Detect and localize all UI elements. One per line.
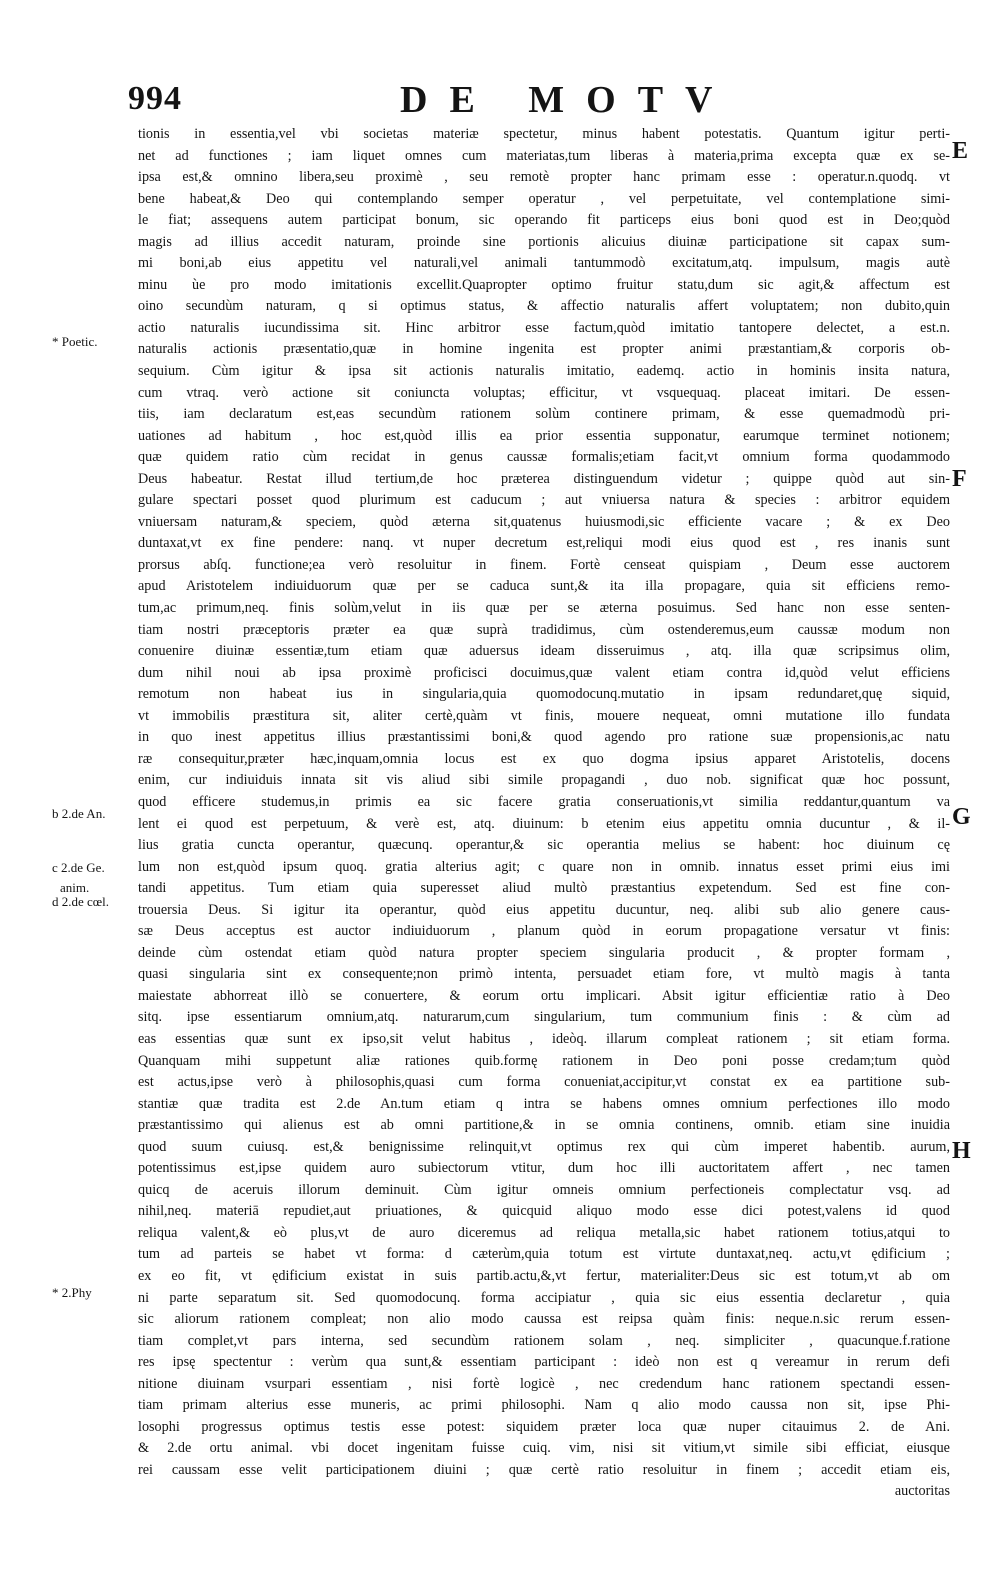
page-number: 994	[128, 80, 182, 117]
text-line: ex eo fit, vt ędificium existat in suis partib.actu,&,vt fertur, materialiter:Deus sic est totum,vt ab om	[138, 1267, 950, 1284]
text-line: in quo inest appetitus illius præstantissimi boni,& quod agendo pro ratione suæ propensionis,ac natu	[138, 729, 950, 746]
text-line: ræ consequitur,præter hæc,inquam,omnia locus est ex quo dogma ipsius apparet Aristotelis, docens	[138, 750, 950, 767]
text-line: sæ Deus acceptus est auctor indiuiduorum , planum quòd in eorum propagatione versatur vt finis:	[138, 923, 950, 940]
text-line: tiam primam alterius esse muneris, ac primi philosophi. Nam q alio modo caussa non sit, ipse Phi-	[138, 1397, 950, 1414]
section-letter-e: E	[952, 138, 969, 164]
text-line: enim, cur indiuiduis innata sit vis aliud sibi simile propagandi , duo nob. significat quæ hoc possunt,	[138, 772, 950, 789]
text-line: stantiæ quæ tradita est 2.de An.tum etiam q intra se habens omnes omnium perfectiones illo modo	[138, 1095, 950, 1112]
text-line: mi boni,ab eius appetitu vel naturali,vel animali tantummodò excitatum,atq. impulsum, magis autè	[138, 255, 950, 272]
text-line: quod efficere studemus,in primis ea sic facere gratia conseruationis,vt similia reddantur,quantum va	[138, 793, 950, 810]
text-line: nitione diuinam vsurpari essentiam , nisi fortè logicè , nec credendum hanc rationem spectandi essen-	[138, 1375, 950, 1392]
text-line: bene habeat,& Deo qui contemplando semper operatur , vel perpetuitate, vel contemplatione simi-	[138, 190, 950, 207]
marginal-note-de-generatione-cont: anim.	[60, 880, 90, 895]
text-line: est actus,ipse verò à philosophis,quasi cum forma conueniat,accipitur,vt constat ex ea partitione sub-	[138, 1074, 950, 1091]
text-line: ni parte separatum sit. Sed quomodocunq. forma accipiatur , quia sic eius essentia declaretur , quia	[138, 1289, 950, 1306]
text-line: dum nihil noui ab ipsa proximè proficisci docuimus,quæ valent etiam contra id,quòd velut efficiens	[138, 664, 950, 681]
text-line: oino secundùm naturam, q si optimus status, & affectio naturalis affert voluptatem; non dubito,quin	[138, 298, 950, 315]
text-line: le fiat; assequens autem participat bonum, sic operando fit particeps eius boni quod est in Deo;quòd	[138, 212, 950, 229]
marginal-note-physica: * 2.Phy	[52, 1285, 92, 1300]
marginal-note-de-caelo: d 2.de cœl.	[52, 894, 110, 909]
text-line: vniuersam naturam,& speciem, quòd æterna sit,quatenus huiusmodi,sic efficiente vacare ; & ex Deo	[138, 513, 950, 530]
text-line: nihil,neq. materiā repudiet,aut priuationes, & quicquid aliquo modo esse dici potest,valens id quod	[138, 1203, 950, 1220]
text-line: magis ad illius accedit naturam, proinde sine portionis alicuius diuinæ participatione sit capax sum-	[138, 233, 950, 250]
text-line: remotum non habeat ius in singularia,quia quomodocunq.mutatio in ipsam redundaret,quę siquid,	[138, 686, 950, 703]
marginal-note-de-anima: b 2.de An.	[52, 806, 106, 821]
text-line: rei caussam esse velit participationem diuini ; quæ certè ratio resoluitur in finem ; accedit etiam eis,	[138, 1461, 950, 1478]
text-line: vt immobilis præstitura sit, aliter certè,quàm vt finis, mouere nequeat, omni mutatione illo fundata	[138, 707, 950, 724]
text-line: sitq. ipse essentiarum omnium,atq. naturarum,cum singularium, tum communium finis : & cùm ad	[138, 1009, 950, 1026]
text-line: tiam nostri præceptoris præter ea quæ suprà tradidimus, cùm ostenderemus,eum caussæ modum non	[138, 621, 950, 638]
text-line: maiestate abhorreat illò se conuertere, & eorum ortu implicari. Absit igitur efficientiæ ratio à Deo	[138, 987, 950, 1004]
text-line: tionis in essentia,vel vbi societas materiæ spectetur, minus habent potestatis. Quantum igitur perti-	[138, 126, 950, 142]
text-line: tandi appetitus. Tum etiam quia superesset aliud multò præstantius expetendum. Sed est fine con-	[138, 880, 950, 897]
text-line: Quanquam mihi suppetunt aliæ rationes quib.formę rationem in Deo poni posse credam;tum quòd	[138, 1052, 950, 1069]
text-line: eas essentias quæ sunt ex ipso,sit velut habitus , ideòq. illarum compleat rationem ; sit etiam forma.	[138, 1030, 950, 1047]
text-line: prorsus abſq. functione;ea verò resoluitur in finem. Fortè censeat quispiam , Deum esse auctorem	[138, 556, 950, 573]
text-line: quod suum cuiusq. est,& benignissime relinquit,vt optimus rex qui cùm imperet habentib. aurum,	[138, 1138, 950, 1155]
text-line: actio naturalis iucundissima sit. Hinc arbitror esse factum,quòd imitatio tantopere delectet, a est.n.	[138, 319, 950, 336]
text-line: uationes ad habitum , hoc est,quòd illis ea prior essentia supponatur, earumque terminet notionem;	[138, 427, 950, 444]
text-line: reliqua valent,& eò plus,vt de auro diceremus ad reliqua metalla,sic habet rationem totius,atqui to	[138, 1224, 950, 1241]
text-line: cum vtraq. verò actione sit coniuncta voluptas; efficitur, vt vsquequaq. placeat imitari. De essen-	[138, 384, 950, 401]
section-letter-h: H	[952, 1138, 971, 1164]
text-line: lum non est,quòd ipsum quoq. gratia alterius agit; c quare non in omnib. innatus esset primi eius imi	[138, 858, 950, 875]
text-line: deinde cùm ostendat etiam quòd natura propter speciem singularia producit , & propter formam ,	[138, 944, 950, 961]
text-line: præstantissimo qui alienus est ab omni partitione,& in se omnia continens, omnib. etiam sine inuidia	[138, 1117, 950, 1134]
marginal-note-poetic: * Poetic.	[52, 334, 98, 349]
text-line: minu ùe pro modo imitationis excellit.Quapropter optimo fruitur statu,dum sic agit,& affectum est	[138, 276, 950, 293]
text-line: losophi progressus optimus testis esse potest: siquidem præter loca quæ nuper citauimus 2. de Ani.	[138, 1418, 950, 1435]
text-line: quasi singularia sint ex consequente;non primò intenta, persuadet etiam fore, vt multò magis à tanta	[138, 966, 950, 983]
text-line: conuenire diuinæ essentiæ,tum etiam quæ aduersus ideam disseruimus , atq. illa quæ scripsimus olim,	[138, 643, 950, 660]
running-head: DE MOTV	[400, 79, 735, 121]
text-line: gulare spectari posset quod plurimum est caducum ; aut vniuersa natura & species : arbitror equidem	[138, 492, 950, 509]
text-line: lent ei quod est perpetuum, & verè est, atq. diuinum: b etenim eius appetitu omnia ducuntur , & il-	[138, 815, 950, 832]
section-letter-f: F	[952, 466, 967, 492]
marginal-note-de-generatione: c 2.de Ge.	[52, 860, 105, 875]
body-text	[138, 124, 950, 1503]
text-line: tum ad parteis se habet vt forma: d cæterùm,quia totum est virtute duntaxat,neq. actu,vt ędificium ;	[138, 1246, 950, 1263]
text-line: duntaxat,vt ex fine pendere: nanq. vt nuper decretum est,reliqui modi eius quod est , res inanis sunt	[138, 535, 950, 552]
text-line: naturalis actionis præsentatio,quæ in homine ingenita est propter animi præstantiam,& corporis ob-	[138, 341, 950, 358]
text-line: quicq de aceruis illorum deminuit. Cùm igitur omneis omnium perfectioneis complectatur vsq. ad	[138, 1181, 950, 1198]
text-line: & 2.de ortu animal. vbi docet ingenitam fuisse cuiq. vim, nisi sit vitium,vt simile sibi efficiat, eiusque	[138, 1440, 950, 1457]
text-line: Deus habeatur. Restat illud tertium,de hoc præterea distinguendum videtur ; quippe quòd aut sin-	[138, 470, 950, 487]
text-line: quæ quidem ratio cùm recidat in genus caussæ formalis;etiam facit,vt omnium forma quodammodo	[138, 449, 950, 466]
text-line: tiam complet,vt pars interna, sed secundùm rationem solam , neq. simpliciter , quacunque.f.ratione	[138, 1332, 950, 1349]
text-line: sic aliorum rationem compleat; non alio modo caussa est reipsa quàm finis: neque.n.sic rerum essen-	[138, 1311, 950, 1328]
catchword: auctoritas	[894, 1483, 950, 1500]
text-line: lius gratia cuncta operantur, quæcunq. operantur,& sic operantia melius se habent: hoc diuinum cę	[138, 837, 950, 854]
section-letter-g: G	[952, 804, 971, 830]
text-line: net ad functiones ; iam liquet omnes cum materiatas,tum liberas à materia,prima excepta quæ ex se-	[138, 147, 950, 164]
text-line: res ipsę spectentur : verùm qua sunt,& essentiam participant : ideò non est q vereamur in rerum defi	[138, 1354, 950, 1371]
text-line: trouersia Deus. Si igitur ita operantur, quòd eius appetitu ducuntur, neq. alibi sub alio genere caus-	[138, 901, 950, 918]
text-line: apud Aristotelem indiuiduorum quæ per se caduca sunt,& ita illa propagare, quia sit efficiens remo-	[138, 578, 950, 595]
text-line: tiis, iam declaratum est,eas secundùm rationem solùm continere primam, & esse quemadmodù pri-	[138, 406, 950, 423]
text-line: tum,ac primum,neq. finis solùm,velut in iis quæ per se æterna posuimus. Sed hanc non esse senten-	[138, 600, 950, 617]
text-line: potentissimus est,ipse quidem auro subiectorum vtitur, dum hoc illi auctoritatem affert , nec tamen	[138, 1160, 950, 1177]
text-line: ipsa est,& omnino libera,seu proximè , seu remotè propter hanc primam esse : operatur.n.quodq. vt	[138, 169, 950, 186]
text-line: sequium. Cùm igitur & ipsa sit actionis naturalis imitatio, eademq. actio in hominis insita natura,	[138, 363, 950, 380]
